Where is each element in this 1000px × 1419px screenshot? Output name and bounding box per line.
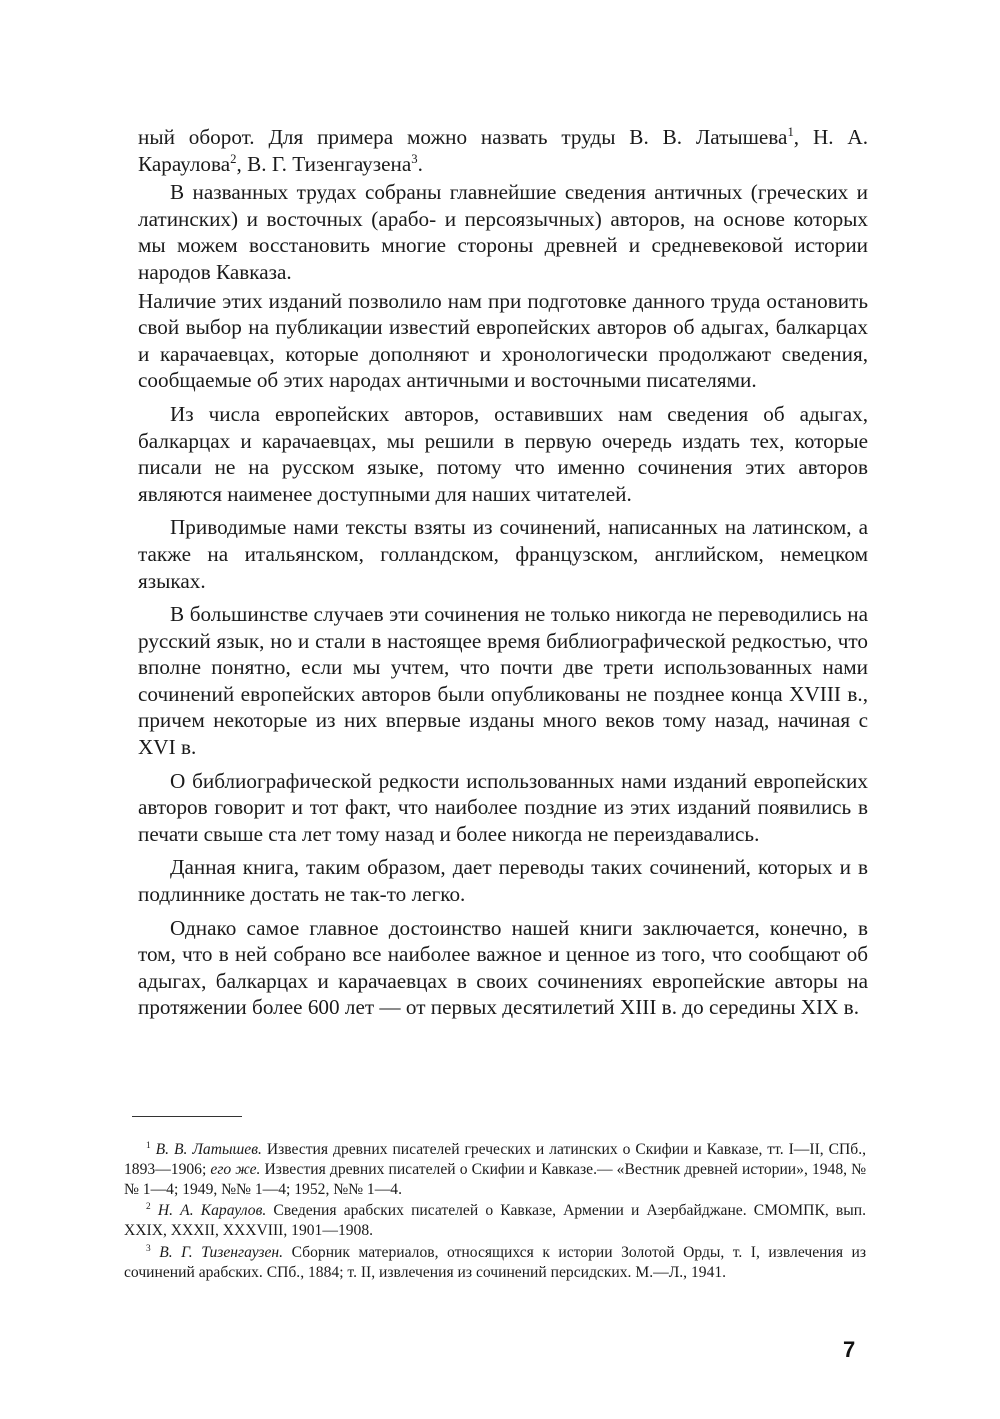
footnote-text-cont: Известия древних писателей о Скифии и Кавказе.— «Вестник древней истории», 1948, №№ 1—4; 1949, №№ 1—4; 1952, №№ 1—4. — [124, 1160, 867, 1198]
footnote-3 — [124, 1243, 866, 1283]
footnote-marker: 1 — [146, 1140, 151, 1151]
footnote-text: Сведения арабских писателей о Кавказе, Армении и Азербайджане. СМОМПК, вып. XXIX, XXXII, XXXVIII, 1901—1908. — [124, 1202, 866, 1240]
paragraph-5: Приводимые нами тексты взяты из сочинений, написанных на латинском, а также на итальянском, голландском, французском, английском, немецком языках. — [138, 515, 868, 593]
paragraph-1-close: . — [417, 151, 423, 176]
paragraph-6: В большинстве случаев эти сочинения не только никогда не переводились на русский язык, но и стали в настоящее время библиографической редкостью, что вполне понятно, если мы учтем, что почти две трети использованных нами сочинений европейских авторов были опубликованы не позднее конца XVIII в., причем некоторые из них впервые изданы много веков тому назад, начиная с XVI в. — [138, 602, 868, 760]
paragraph-9: Однако самое главное достоинство нашей книги заключается, конечно, в том, что в ней собрано все наиболее важное и ценное из того, что сообщают об адыгах, балкарцах и карачаевцах в своих сочинениях европейские авторы на протяжении более 600 лет — от первых десятилетий XIII в. до середины XIX в. — [138, 915, 868, 1020]
footnote-separator — [132, 1116, 242, 1117]
paragraph-4: Из числа европейских авторов, оставивших нам сведения об адыгах, балкарцах и карачаевцах, мы решили в первую очередь издать тех, которые писали не на русском языке, потому что именно сочинения этих авторов являются наименее доступными для наших читателей. — [138, 401, 868, 506]
footnote-ibid: его же. — [210, 1160, 261, 1178]
footnote-ref-3: 3 — [411, 151, 418, 166]
paragraph-1-mid: , Н. А. Караулова — [138, 125, 868, 176]
main-text — [138, 124, 868, 1021]
footnote-1 — [124, 1140, 866, 1199]
paragraph-8: Данная книга, таким образом, дает переводы таких сочинений, которых и в подлиннике достать не так-то легко. — [138, 855, 868, 907]
page-number: 7 — [843, 1337, 856, 1362]
paragraph-3: Наличие этих изданий позволило нам при подготовке данного труда остановить свой выбор на публикации известий европейских авторов об адыгах, балкарцах и карачаевцах, которые дополняют и хронологически продолжают сведения, сообщаемые об этих народах античными и восточными писателями. — [138, 288, 868, 393]
footnote-ref-2: 2 — [230, 151, 237, 166]
paragraph-1-text: ный оборот. Для примера можно назвать труды В. В. Латышева — [138, 125, 788, 149]
footnote-text: Известия древних писателей греческих и латинских о Скифии и Кавказе, тт. I—II, СПб., 1893—1906; — [124, 1141, 866, 1178]
paragraph-7: О библиографической редкости использованных нами изданий европейских авторов говорит и тот факт, что наиболее поздние из этих изданий появились в печати свыше ста лет тому назад и более никогда не переиздавались. — [138, 768, 868, 846]
footnote-marker: 3 — [146, 1243, 151, 1254]
footnote-text: Сборник материалов, относящихся к истории Золотой Орды, т. I, извлечения из сочинений арабских. СПб., 1884; т. II, извлечения из сочинений персидских. М.—Л., 1941. — [124, 1243, 866, 1281]
footnote-author: В. В. Латышев. — [155, 1141, 262, 1158]
footnotes — [124, 1140, 866, 1285]
footnote-2 — [124, 1201, 866, 1241]
paragraph-2: В названных трудах собраны главнейшие сведения античных (греческих и латинских) и восточных (арабо- и персоязычных) авторов, на основе которых мы можем восстановить многие стороны древней и средневековой истории народов Кавказа. — [138, 180, 868, 284]
footnote-marker: 2 — [146, 1202, 151, 1213]
paragraph-1-end: , В. Г. Тизенгаузена — [236, 151, 412, 176]
footnote-author: В. Г. Тизенгаузен. — [159, 1243, 284, 1261]
footnote-ref-1: 1 — [787, 124, 794, 139]
footnote-author: Н. А. Караулов. — [157, 1202, 267, 1220]
paragraph-1 — [138, 124, 868, 177]
